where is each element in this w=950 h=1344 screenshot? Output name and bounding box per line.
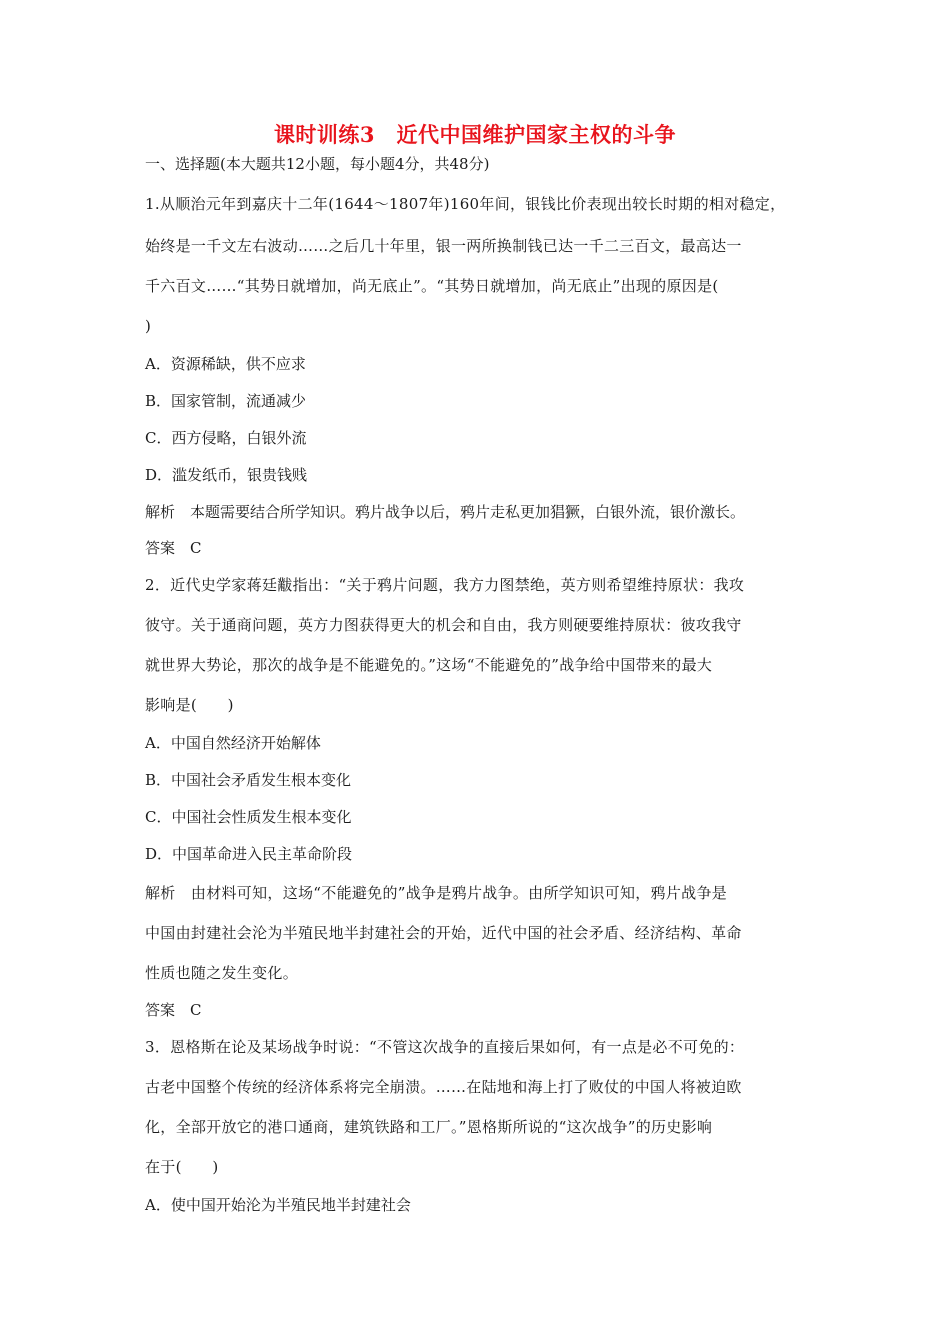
option-d: D．中国革命进入民主革命阶段 — [145, 845, 353, 863]
option-c: C．中国社会性质发生根本变化 — [145, 808, 352, 826]
answer-text: 答案 C — [145, 1001, 202, 1019]
question-2 — [145, 565, 825, 1027]
option-a: A．使中国开始沦为半殖民地半封建社会 — [145, 1196, 411, 1214]
analysis-text: 中国由封建社会沦为半殖民地半封建社会的开始，近代中国的社会矛盾、经济结构、革命 — [145, 924, 742, 942]
question-1-stem-line: 1.从顺治元年到嘉庆十二年(1644～1807年)160年间，银钱比价表现出较长时期的相对稳定， — [145, 195, 786, 213]
question-1-stem-line: ) — [145, 317, 152, 335]
option-a: A．中国自然经济开始解体 — [145, 734, 321, 752]
analysis-text: 性质也随之发生变化。 — [145, 964, 299, 982]
question-2-stem-line: 就世界大势论，那次的战争是不能避免的。”这场“不能避免的”战争给中国带来的最大 — [145, 656, 713, 674]
option-d: D．滥发纸币，银贵钱贱 — [145, 466, 308, 484]
question-1-stem-line: 始终是一千文左右波动……之后几十年里，银一两所换制钱已达一千二三百文，最高达一 — [145, 237, 742, 255]
question-3 — [145, 1027, 825, 1224]
section-heading: 一、选择题(本大题共12小题，每小题4分，共48分) — [145, 155, 490, 173]
analysis-text: 解析 本题需要结合所学知识。鸦片战争以后，鸦片走私更加猖獗，白银外流，银价激长。 — [145, 503, 746, 521]
question-2-stem-line: 彼守。关于通商问题，英方力图获得更大的机会和自由，我方则硬要维持原状：彼攻我守 — [145, 616, 742, 634]
question-3-stem-line: 古老中国整个传统的经济体系将完全崩溃。……在陆地和海上打了败仗的中国人将被迫欧 — [145, 1078, 742, 1096]
option-c: C．西方侵略，白银外流 — [145, 429, 307, 447]
question-list — [145, 182, 825, 1224]
question-3-stem-line: 化，全部开放它的港口通商，建筑铁路和工厂。”恩格斯所说的“这次战争”的历史影响 — [145, 1118, 713, 1136]
question-1-stem-line: 千六百文……“其势日就增加，尚无底止”。“其势日就增加，尚无底止”出现的原因是( — [145, 277, 719, 295]
question-1 — [145, 182, 825, 565]
question-2-stem-line: 影响是( ) — [145, 696, 234, 714]
option-a: A．资源稀缺，供不应求 — [145, 355, 306, 373]
page-title: 课时训练3 近代中国维护国家主权的斗争 — [273, 122, 677, 147]
option-b: B．中国社会矛盾发生根本变化 — [145, 771, 352, 789]
option-b: B．国家管制，流通减少 — [145, 392, 307, 410]
answer-text: 答案 C — [145, 539, 202, 557]
question-3-stem-line: 在于( ) — [145, 1158, 219, 1176]
analysis-text: 解析 由材料可知，这场“不能避免的”战争是鸦片战争。由所学知识可知，鸦片战争是 — [145, 884, 728, 902]
question-2-stem-line: 2．近代史学家蒋廷黻指出：“关于鸦片问题，我方力图禁绝，英方则希望维持原状：我攻 — [145, 576, 745, 594]
question-3-stem-line: 3．恩格斯在论及某场战争时说：“不管这次战争的直接后果如何，有一点是必不可免的： — [145, 1038, 745, 1056]
